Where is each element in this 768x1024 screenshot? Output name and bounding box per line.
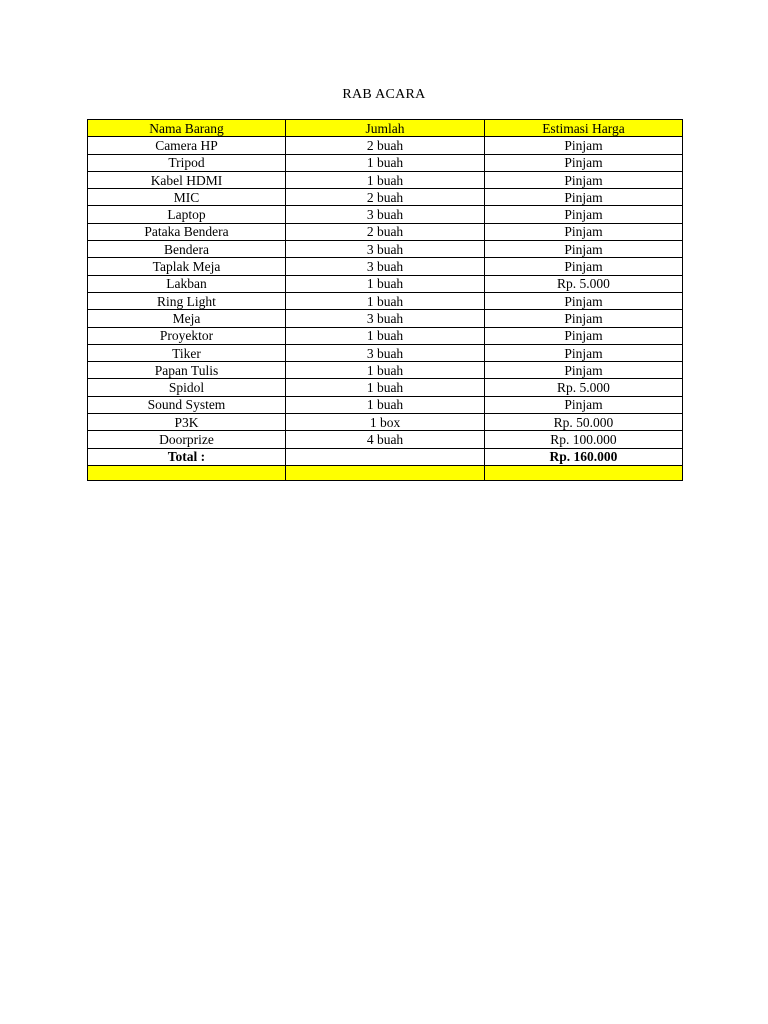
cell-nama-barang: Ring Light: [88, 292, 286, 309]
cell-jumlah: 3 buah: [286, 206, 485, 223]
table-row: [88, 241, 683, 258]
cell-estimasi-harga: Pinjam: [485, 327, 683, 344]
cell-jumlah: 1 box: [286, 414, 485, 431]
cell-nama-barang: Taplak Meja: [88, 258, 286, 275]
cell-jumlah: 3 buah: [286, 258, 485, 275]
cell-nama-barang: Proyektor: [88, 327, 286, 344]
cell-estimasi-harga: Pinjam: [485, 206, 683, 223]
table-row: [88, 258, 683, 275]
cell-estimasi-harga: Pinjam: [485, 362, 683, 379]
cell-jumlah: 1 buah: [286, 379, 485, 396]
cell-nama-barang: MIC: [88, 189, 286, 206]
cell-jumlah: 3 buah: [286, 241, 485, 258]
document-title: RAB ACARA: [342, 87, 426, 102]
cell-nama-barang: Spidol: [88, 379, 286, 396]
table-row: [88, 396, 683, 413]
table-row: [88, 223, 683, 240]
table-row: [88, 379, 683, 396]
cell-jumlah: 2 buah: [286, 137, 485, 154]
cell-nama-barang: Papan Tulis: [88, 362, 286, 379]
cell-estimasi-harga: Pinjam: [485, 154, 683, 171]
empty-cell: [485, 465, 683, 480]
table-row: [88, 206, 683, 223]
cell-estimasi-harga: Pinjam: [485, 258, 683, 275]
cell-jumlah: 1 buah: [286, 154, 485, 171]
cell-estimasi-harga: Pinjam: [485, 137, 683, 154]
cell-nama-barang: Laptop: [88, 206, 286, 223]
table-row: [88, 344, 683, 361]
table-row: [88, 189, 683, 206]
cell-jumlah: 1 buah: [286, 275, 485, 292]
cell-nama-barang: Meja: [88, 310, 286, 327]
table-row: [88, 154, 683, 171]
cell-nama-barang: P3K: [88, 414, 286, 431]
empty-cell: [88, 465, 286, 480]
cell-jumlah: 2 buah: [286, 223, 485, 240]
cell-jumlah: 1 buah: [286, 171, 485, 188]
cell-jumlah: 3 buah: [286, 310, 485, 327]
cell-jumlah: 4 buah: [286, 431, 485, 448]
rab-table: [87, 119, 683, 481]
table-row: [88, 310, 683, 327]
cell-nama-barang: Tripod: [88, 154, 286, 171]
cell-estimasi-harga: Pinjam: [485, 189, 683, 206]
cell-estimasi-harga: Pinjam: [485, 292, 683, 309]
cell-estimasi-harga: Pinjam: [485, 171, 683, 188]
table-row: [88, 362, 683, 379]
header-jumlah: Jumlah: [286, 120, 485, 137]
cell-estimasi-harga: Rp. 50.000: [485, 414, 683, 431]
table-row: [88, 327, 683, 344]
table-row: [88, 171, 683, 188]
cell-jumlah: 3 buah: [286, 344, 485, 361]
table-row: [88, 275, 683, 292]
cell-nama-barang: Camera HP: [88, 137, 286, 154]
cell-estimasi-harga: Pinjam: [485, 344, 683, 361]
cell-nama-barang: Bendera: [88, 241, 286, 258]
cell-nama-barang: Doorprize: [88, 431, 286, 448]
header-nama-barang: Nama Barang: [88, 120, 286, 137]
cell-jumlah: 1 buah: [286, 292, 485, 309]
cell-estimasi-harga: Pinjam: [485, 241, 683, 258]
cell-nama-barang: Lakban: [88, 275, 286, 292]
table-row: [88, 414, 683, 431]
header-row: [88, 120, 683, 137]
total-row: [88, 448, 683, 465]
empty-cell: [286, 465, 485, 480]
cell-nama-barang: Sound System: [88, 396, 286, 413]
cell-estimasi-harga: Pinjam: [485, 396, 683, 413]
table-row: [88, 292, 683, 309]
total-amount: Rp. 160.000: [485, 448, 683, 465]
cell-jumlah: 2 buah: [286, 189, 485, 206]
cell-jumlah: 1 buah: [286, 362, 485, 379]
cell-estimasi-harga: Rp. 5.000: [485, 275, 683, 292]
cell-estimasi-harga: Rp. 100.000: [485, 431, 683, 448]
cell-jumlah: 1 buah: [286, 327, 485, 344]
cell-estimasi-harga: Pinjam: [485, 223, 683, 240]
cell-nama-barang: Kabel HDMI: [88, 171, 286, 188]
total-label: Total :: [88, 448, 286, 465]
total-quantity: [286, 448, 485, 465]
cell-nama-barang: Pataka Bendera: [88, 223, 286, 240]
empty-highlight-row: [88, 465, 683, 480]
header-estimasi-harga: Estimasi Harga: [485, 120, 683, 137]
cell-estimasi-harga: Pinjam: [485, 310, 683, 327]
cell-estimasi-harga: Rp. 5.000: [485, 379, 683, 396]
table-row: [88, 431, 683, 448]
table-row: [88, 137, 683, 154]
cell-jumlah: 1 buah: [286, 396, 485, 413]
cell-nama-barang: Tiker: [88, 344, 286, 361]
